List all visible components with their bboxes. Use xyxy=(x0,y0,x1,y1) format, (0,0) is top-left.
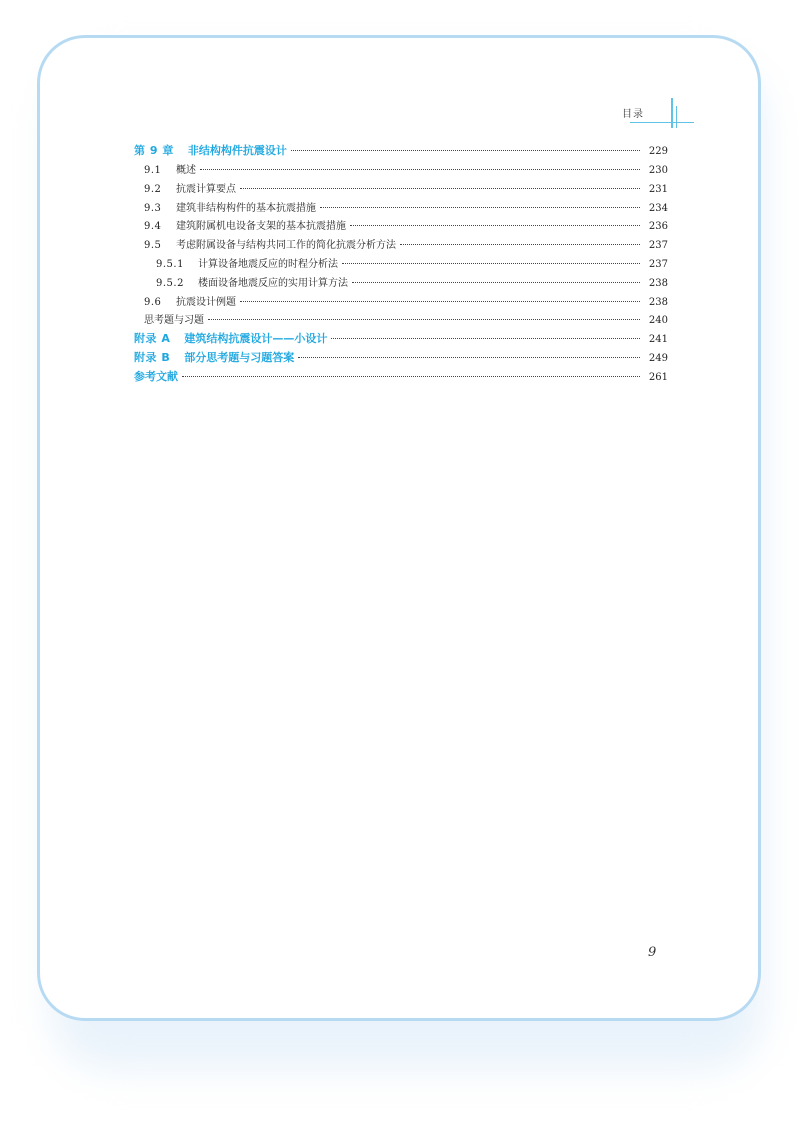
toc-entry-page: 238 xyxy=(648,296,668,308)
toc-entry[interactable] xyxy=(134,217,668,236)
leader-dots xyxy=(352,282,640,283)
toc-entry-title: 楼面设备地震反应的实用计算方法 xyxy=(198,277,348,289)
toc-entry-number: 9.3 xyxy=(144,202,162,214)
toc-entry-number: 9.4 xyxy=(144,221,162,233)
leader-dots xyxy=(208,319,640,320)
toc-entry-number: 第 9 章 xyxy=(134,144,174,157)
leader-dots xyxy=(400,244,640,245)
leader-dots xyxy=(240,188,640,189)
toc-entry-page: 249 xyxy=(648,353,668,365)
toc-entry[interactable] xyxy=(134,142,668,161)
toc-entry-title: 抗震设计例题 xyxy=(176,296,236,308)
toc-entry-title: 参考文献 xyxy=(134,370,178,384)
leader-dots xyxy=(240,301,640,302)
toc-entry-page: 234 xyxy=(648,202,668,214)
leader-dots xyxy=(298,357,640,358)
leader-dots xyxy=(350,225,640,226)
toc-entry[interactable] xyxy=(134,330,668,349)
toc-entry-page: 237 xyxy=(648,240,668,252)
toc-entry-title: 考虑附属设备与结构共同工作的简化抗震分析方法 xyxy=(176,240,396,252)
toc-entry-page: 236 xyxy=(648,221,668,233)
toc-entry-title: 计算设备地震反应的时程分析法 xyxy=(198,258,338,270)
toc-entry[interactable] xyxy=(134,161,668,180)
leader-dots xyxy=(320,207,640,208)
toc-entry-number: 附录 B xyxy=(134,351,171,365)
toc-entry-title: 建筑附属机电设备支架的基本抗震措施 xyxy=(176,221,346,233)
toc-entry-page: 238 xyxy=(648,277,668,289)
toc-entry-page: 240 xyxy=(648,315,668,327)
toc-entry-number: 附录 A xyxy=(134,332,171,346)
leader-dots xyxy=(331,338,640,339)
leader-dots xyxy=(342,263,640,264)
toc-entry[interactable] xyxy=(134,274,668,293)
toc-entry-title: 思考题与习题 xyxy=(144,315,204,327)
toc-entry[interactable] xyxy=(134,368,668,387)
page-number: 9 xyxy=(648,945,657,960)
toc-entry-page: 230 xyxy=(648,165,668,176)
toc-entry-page: 241 xyxy=(648,334,668,346)
toc-entry[interactable] xyxy=(134,199,668,218)
leader-dots xyxy=(291,150,640,151)
leader-dots xyxy=(200,169,640,170)
toc-entry[interactable] xyxy=(134,180,668,199)
toc-entry[interactable] xyxy=(134,236,668,255)
toc-entry[interactable] xyxy=(134,311,668,330)
header-bar xyxy=(671,98,673,128)
toc-entry-number: 9.5.2 xyxy=(156,277,184,289)
running-header: 目录 xyxy=(622,109,644,120)
toc-entry-title: 抗震计算要点 xyxy=(176,183,236,195)
toc-entry-number: 9.2 xyxy=(144,183,162,195)
toc-entry-title: 非结构构件抗震设计 xyxy=(187,144,287,157)
toc-entry-page: 261 xyxy=(648,372,668,384)
toc-entry-page: 237 xyxy=(648,258,668,270)
toc-entry-number: 9.5.1 xyxy=(156,258,184,270)
header-bar-thin xyxy=(676,106,677,128)
toc-entry[interactable] xyxy=(134,293,668,312)
toc-entry-page: 231 xyxy=(648,183,668,195)
toc-entry-page: 229 xyxy=(648,146,668,157)
toc-entry[interactable] xyxy=(134,349,668,368)
header-rule xyxy=(630,122,694,123)
toc-entry-number: 9.5 xyxy=(144,240,162,252)
toc-entry-title: 概述 xyxy=(176,165,196,176)
toc-entry-number: 9.1 xyxy=(144,165,162,176)
toc-entry-title: 部分思考题与习题答案 xyxy=(184,351,295,365)
leader-dots xyxy=(182,376,640,377)
toc-entry-number: 9.6 xyxy=(144,296,162,308)
toc-entry-title: 建筑结构抗震设计——小设计 xyxy=(184,332,328,346)
toc-entry-title: 建筑非结构构件的基本抗震措施 xyxy=(176,202,316,214)
toc-entry[interactable] xyxy=(134,255,668,274)
table-of-contents xyxy=(134,142,668,387)
